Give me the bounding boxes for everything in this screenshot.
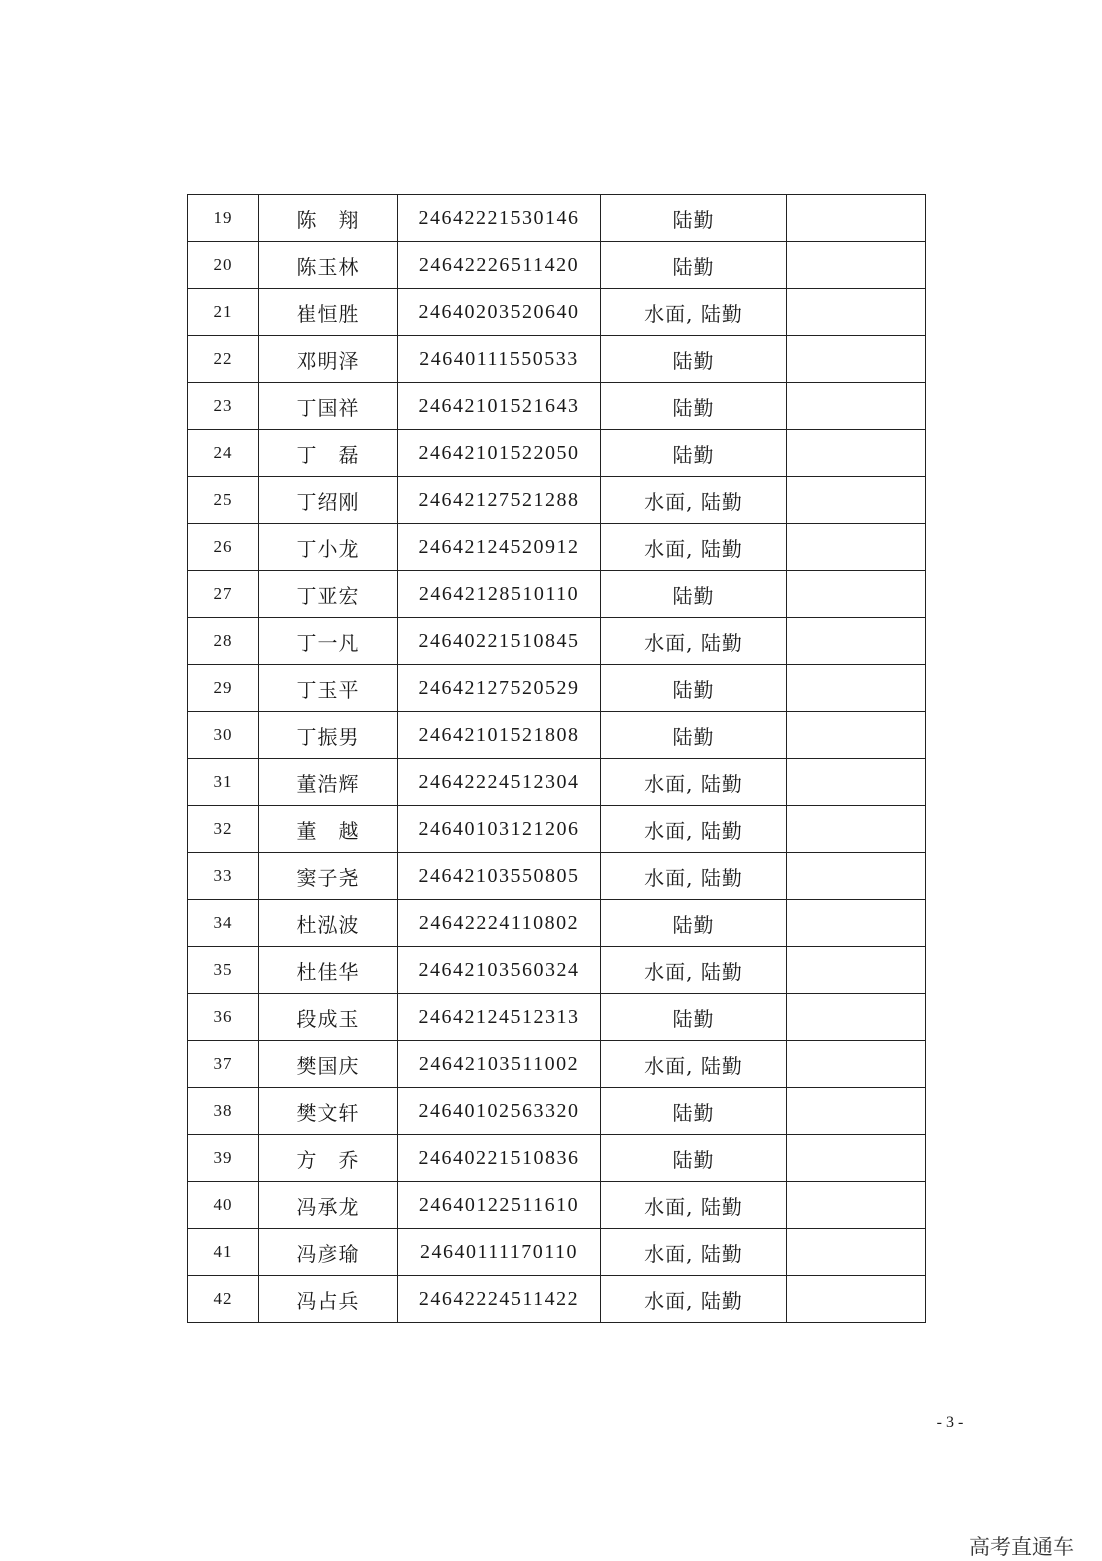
watermark-text: 高考直通车 [969,1535,1074,1559]
note-cell [787,712,926,759]
name-cell: 丁 磊 [259,430,398,477]
note-cell [787,1276,926,1323]
row-index-cell: 31 [188,759,259,806]
table-row [188,336,926,383]
candidate-id-cell: 24642226511420 [398,242,601,289]
candidate-id-cell: 24642103511002 [398,1041,601,1088]
name-cell: 冯彦瑜 [259,1229,398,1276]
note-cell [787,430,926,477]
category-cell: 陆勤 [601,665,787,712]
row-index-cell: 42 [188,1276,259,1323]
note-cell [787,1041,926,1088]
category-cell: 陆勤 [601,712,787,759]
row-index-cell: 40 [188,1182,259,1229]
candidate-id-cell: 24640103121206 [398,806,601,853]
name-cell: 杜泓波 [259,900,398,947]
table-row [188,994,926,1041]
name-cell: 窦子尧 [259,853,398,900]
name-cell: 冯承龙 [259,1182,398,1229]
row-index-cell: 28 [188,618,259,665]
candidate-id-cell: 24642103560324 [398,947,601,994]
category-cell: 陆勤 [601,571,787,618]
candidate-id-cell: 24640221510845 [398,618,601,665]
candidate-id-cell: 24642224110802 [398,900,601,947]
candidate-id-cell: 24640111170110 [398,1229,601,1276]
row-index-cell: 23 [188,383,259,430]
candidate-id-cell: 24642124512313 [398,994,601,1041]
category-cell: 水面, 陆勤 [601,806,787,853]
name-cell: 丁国祥 [259,383,398,430]
row-index-cell: 27 [188,571,259,618]
note-cell [787,900,926,947]
category-cell: 陆勤 [601,383,787,430]
name-cell: 丁一凡 [259,618,398,665]
note-cell [787,1182,926,1229]
table-row [188,242,926,289]
category-cell: 水面, 陆勤 [601,853,787,900]
row-index-cell: 37 [188,1041,259,1088]
name-cell: 邓明泽 [259,336,398,383]
name-cell: 董 越 [259,806,398,853]
note-cell [787,289,926,336]
roster-table [187,194,926,1323]
candidate-id-cell: 24642128510110 [398,571,601,618]
category-cell: 水面, 陆勤 [601,1276,787,1323]
name-cell: 樊国庆 [259,1041,398,1088]
note-cell [787,1088,926,1135]
name-cell: 杜佳华 [259,947,398,994]
candidate-id-cell: 24640102563320 [398,1088,601,1135]
note-cell [787,806,926,853]
name-cell: 丁亚宏 [259,571,398,618]
name-cell: 丁小龙 [259,524,398,571]
note-cell [787,759,926,806]
category-cell: 水面, 陆勤 [601,524,787,571]
table-row [188,430,926,477]
category-cell: 陆勤 [601,900,787,947]
note-cell [787,524,926,571]
category-cell: 水面, 陆勤 [601,947,787,994]
candidate-id-cell: 24642101521643 [398,383,601,430]
candidate-id-cell: 24640203520640 [398,289,601,336]
note-cell [787,383,926,430]
candidate-id-cell: 24640221510836 [398,1135,601,1182]
table-row [188,195,926,242]
note-cell [787,947,926,994]
table-row [188,1088,926,1135]
note-cell [787,1135,926,1182]
row-index-cell: 21 [188,289,259,336]
row-index-cell: 41 [188,1229,259,1276]
note-cell [787,477,926,524]
table-row [188,1276,926,1323]
table-row [188,853,926,900]
table-row [188,900,926,947]
row-index-cell: 24 [188,430,259,477]
table-row [188,665,926,712]
row-index-cell: 19 [188,195,259,242]
row-index-cell: 20 [188,242,259,289]
candidate-id-cell: 24640111550533 [398,336,601,383]
category-cell: 水面, 陆勤 [601,1041,787,1088]
category-cell: 水面, 陆勤 [601,618,787,665]
category-cell: 陆勤 [601,994,787,1041]
table-row [188,1229,926,1276]
note-cell [787,1229,926,1276]
name-cell: 丁绍刚 [259,477,398,524]
table-row [188,571,926,618]
category-cell: 陆勤 [601,1088,787,1135]
table-row [188,618,926,665]
candidate-id-cell: 24642101521808 [398,712,601,759]
name-cell: 段成玉 [259,994,398,1041]
note-cell [787,994,926,1041]
row-index-cell: 35 [188,947,259,994]
name-cell: 樊文轩 [259,1088,398,1135]
candidate-id-cell: 24642224511422 [398,1276,601,1323]
row-index-cell: 33 [188,853,259,900]
candidate-id-cell: 24642224512304 [398,759,601,806]
candidate-id-cell: 24642101522050 [398,430,601,477]
table-row [188,1182,926,1229]
candidate-id-cell: 24642127521288 [398,477,601,524]
category-cell: 陆勤 [601,195,787,242]
note-cell [787,195,926,242]
row-index-cell: 32 [188,806,259,853]
note-cell [787,618,926,665]
category-cell: 水面, 陆勤 [601,1229,787,1276]
candidate-id-cell: 24640122511610 [398,1182,601,1229]
category-cell: 陆勤 [601,242,787,289]
row-index-cell: 36 [188,994,259,1041]
row-index-cell: 34 [188,900,259,947]
name-cell: 方 乔 [259,1135,398,1182]
table-row [188,712,926,759]
table-row [188,524,926,571]
table-row [188,947,926,994]
row-index-cell: 39 [188,1135,259,1182]
category-cell: 陆勤 [601,1135,787,1182]
page-number: - 3 - [936,1414,964,1431]
category-cell: 水面, 陆勤 [601,1182,787,1229]
category-cell: 陆勤 [601,430,787,477]
name-cell: 丁振男 [259,712,398,759]
candidate-id-cell: 24642127520529 [398,665,601,712]
name-cell: 董浩辉 [259,759,398,806]
roster-table-body [188,195,926,1323]
row-index-cell: 30 [188,712,259,759]
table-row [188,477,926,524]
note-cell [787,571,926,618]
category-cell: 水面, 陆勤 [601,289,787,336]
table-row [188,383,926,430]
table-row [188,1135,926,1182]
candidate-id-cell: 24642103550805 [398,853,601,900]
table-row [188,806,926,853]
note-cell [787,853,926,900]
name-cell: 陈玉林 [259,242,398,289]
category-cell: 水面, 陆勤 [601,759,787,806]
note-cell [787,665,926,712]
name-cell: 陈 翔 [259,195,398,242]
table-row [188,289,926,336]
candidate-id-cell: 24642124520912 [398,524,601,571]
table-row [188,759,926,806]
note-cell [787,242,926,289]
table-row [188,1041,926,1088]
name-cell: 丁玉平 [259,665,398,712]
row-index-cell: 29 [188,665,259,712]
row-index-cell: 22 [188,336,259,383]
note-cell [787,336,926,383]
name-cell: 崔恒胜 [259,289,398,336]
candidate-id-cell: 24642221530146 [398,195,601,242]
category-cell: 陆勤 [601,336,787,383]
name-cell: 冯占兵 [259,1276,398,1323]
category-cell: 水面, 陆勤 [601,477,787,524]
row-index-cell: 25 [188,477,259,524]
row-index-cell: 38 [188,1088,259,1135]
row-index-cell: 26 [188,524,259,571]
